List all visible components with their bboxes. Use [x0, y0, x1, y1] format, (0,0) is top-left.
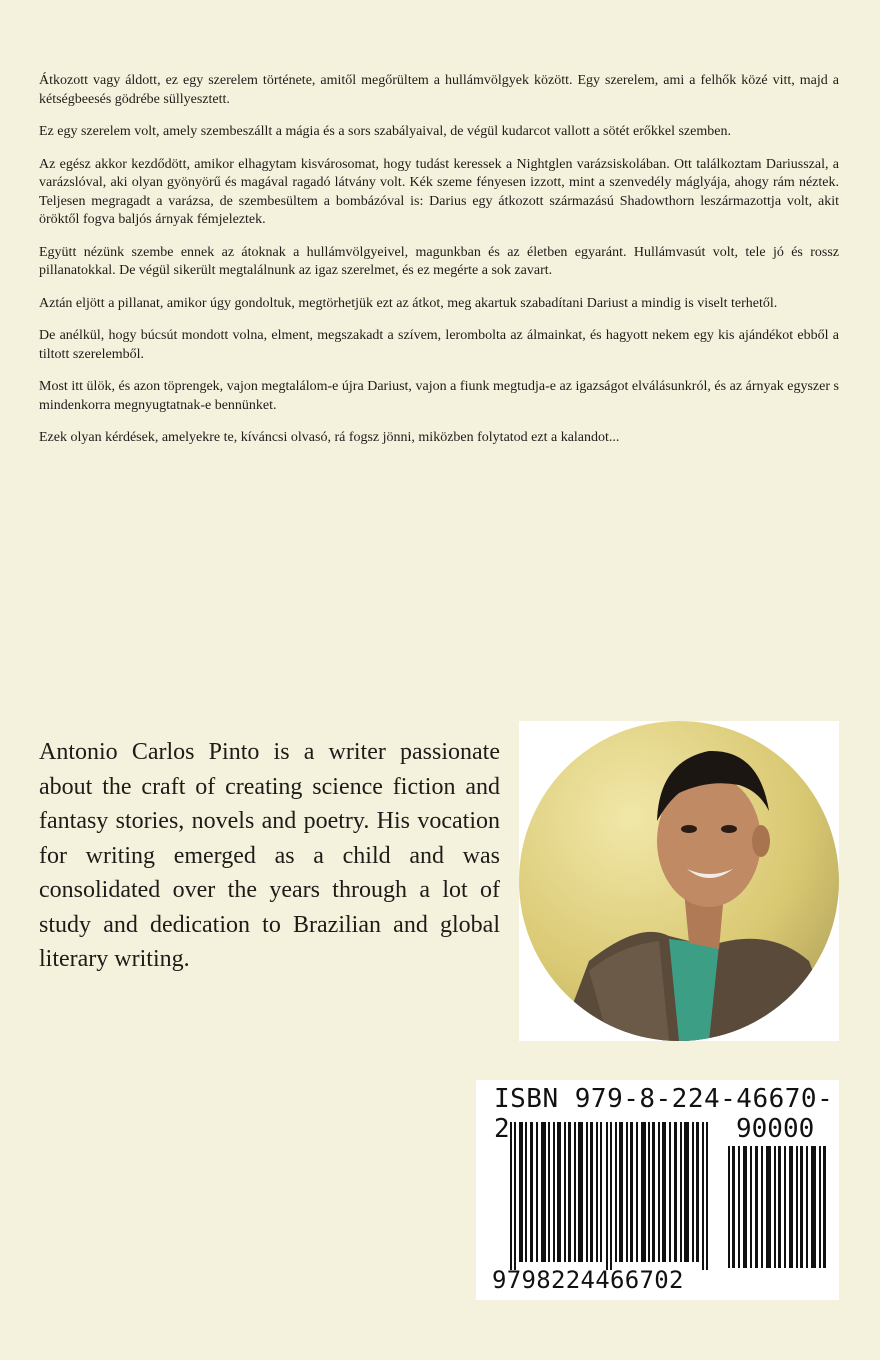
author-photo — [519, 721, 839, 1041]
price-code: 90000 — [736, 1114, 815, 1144]
isbn-barcode — [476, 1080, 839, 1300]
blurb-paragraph: Az egész akkor kezdődött, amikor elhagytam kisvárosomat, hogy tudást keressek a Nightglen varázsiskolában. Ott találkoztam Dariusszal, a varázslóval, aki olyan gyönyörű és magával ragadó látvány volt. Kék szeme fényesen izzott, mint a szenvedély máglyája, ahogy rám néztek. Teljesen megragadt a varázsa, de szembesültem a bombázóval is: Darius egy átkozott származású Shadowthorn leszármazottja volt, akit öröktől fogva baljós árnyak fémjeleztek. — [39, 156, 839, 227]
blurb-paragraph: Átkozott vagy áldott, ez egy szerelem története, amitől megőrültem a hullámvölgyek között. Egy szerelem, ami a felhők közé vitt, majd a kétségbeesés gödrébe süllyesztett. — [39, 73, 839, 107]
blurb-paragraph: Ezek olyan kérdések, amelyekre te, kíváncsi olvasó, rá fogsz jönni, miközben folytatod ezt a kalandot... — [39, 430, 620, 445]
isbn-label: ISBN 979-8-224-46670-2 — [494, 1084, 834, 1144]
author-bio: Antonio Carlos Pinto is a writer passionate about the craft of creating science fiction and fantasy stories, novels and poetry. His vocation for writing emerged as a child and was consolidated over the years through a lot of study and dedication to Brazilian and global literary writing. — [39, 739, 500, 972]
blurb-paragraph: Most itt ülök, és azon töprengek, vajon megtalálom-e újra Dariust, vajon a fiunk megtudja-e az igazságot elválásunkról, és az árnyak egyszer s mindenkorra megnyugtatnak-e bennünket. — [39, 379, 839, 413]
ean-digits: 9798224466702 — [492, 1266, 684, 1294]
addon-barcode-icon — [728, 1146, 828, 1268]
author-portrait-icon — [519, 721, 839, 1041]
blurb-paragraph: Aztán eljött a pillanat, amikor úgy gondoltuk, megtörhetjük ezt az átkot, meg akartuk szabadítani Dariust a mindig is viselt terhetől. — [39, 295, 778, 311]
blurb-paragraph: Ez egy szerelem volt, amely szembeszállt a mágia és a sors szabályaival, de végül kudarcot vallott a sötét erőkkel szemben. — [39, 124, 731, 139]
blurb-paragraph: De anélkül, hogy búcsút mondott volna, elment, megszakadt a szívem, lerombolta az álmainkat, és hagyott nekem egy kis ajándékot ebből a tiltott szerelemből. — [39, 328, 839, 362]
barcode-bars-icon — [510, 1122, 710, 1270]
back-cover-blurb — [39, 72, 839, 462]
blurb-paragraph: Együtt nézünk szembe ennek az átoknak a hullámvölgyeivel, magunkban és az életben egyaránt. Hullámvasút volt, tele jó és rossz pillanatokkal. De végül sikerült megtalálnunk az igaz szerelmet, és ez megérte a sok zavart. — [39, 244, 839, 278]
